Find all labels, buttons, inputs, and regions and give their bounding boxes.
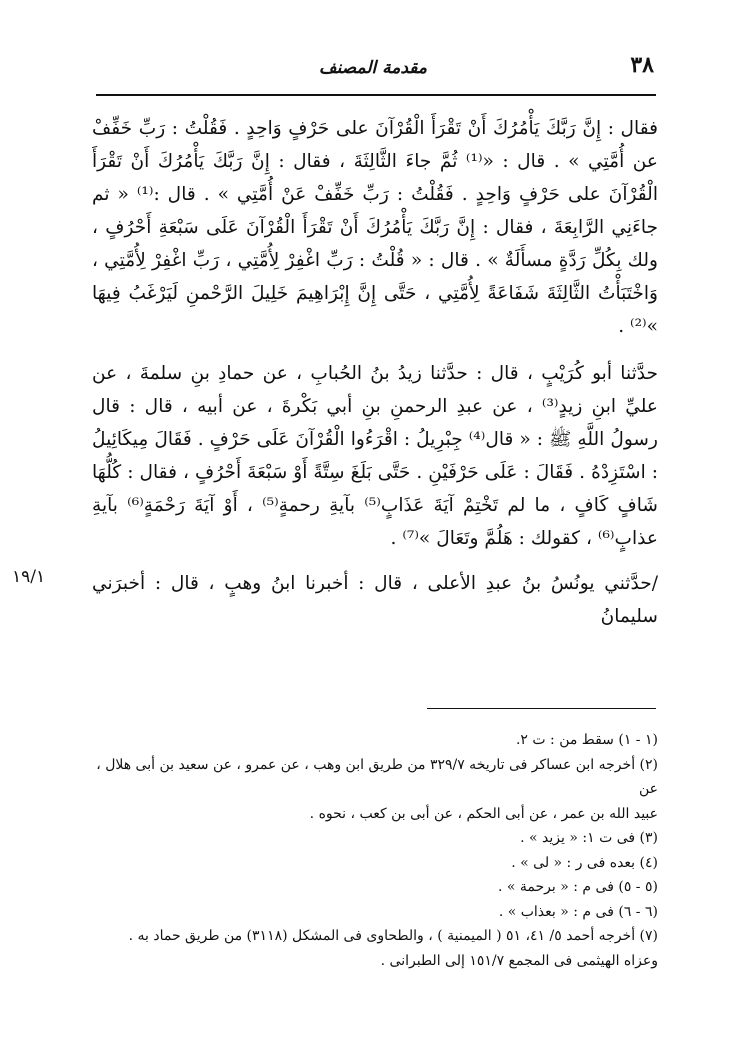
paragraph-2: حدَّثنا أبو كُرَيْبٍ ، قال : حدَّثنا زيدُ بنُ الحُبابِ ، عن حمادِ بنِ سلمةَ ، عن عليِّ ابنِ زيدٍ⁽³⁾ ، عن عبدِ الرحمنِ بنِ أبي بَكْرةَ ، عن أبيه ، قال : قال رسولُ اللَّهِ ﷺ : « قال⁽⁴⁾ جِبْرِيلُ : اقْرَءُوا الْقُرْآنَ عَلَى حَرْفٍ . فَقَالَ مِيكَائِيلُ : اسْتَزِدْهُ . فَقَالَ : عَلَى حَرْفَيْنِ . حَتَّى بَلَغَ سِتَّةً أَوْ سَبْعَةَ أَحْرُفٍ ، فقال : كُلُّهَا شَافٍ كَافٍ ، ما لم تَخْتِمْ آيَةَ عَذَابٍ⁽⁵⁾ بآيةِ رحمةٍ⁽⁵⁾ ، أَوْ آيَةَ رَحْمَةٍ⁽⁶⁾ بآيةِ عذابٍ⁽⁶⁾ ، كقولك : هَلُمَّ وتَعَالَ »⁽⁷⁾ . <box>92 363 658 549</box>
footnote-7: (٧) أخرجه أحمد ٥/ ٤١، ٥١ ( الميمنية ) ، والطحاوى فى المشكل (٣١١٨) من طريق حماد به . <box>128 928 658 944</box>
main-text <box>12 112 658 633</box>
footnote-5: (٥ - ٥) فى م : « برحمة » . <box>498 879 658 895</box>
paragraph-3-wrap <box>12 567 658 633</box>
header-rule <box>96 94 656 96</box>
footnote-rule <box>427 708 656 709</box>
footnote-6: (٦ - ٦) فى م : « بعذاب » . <box>498 903 658 920</box>
footnote-1: (١ - ١) سقط من : ت ٢. <box>515 732 658 748</box>
footnote-4: (٤) بعده فى ر : « لى » . <box>511 854 658 871</box>
footnote-2: (٢) أخرجه ابن عساكر فى تاريخه ٣٢٩/٧ من طريق ابن وهب ، عن عمرو ، عن سعيد بن أبى هلال ، عن <box>96 756 658 797</box>
paragraph-3: /حدَّثني يونُسُ بنُ عبدِ الأعلى ، قال : أخبرنا ابنُ وهبٍ ، قال : أخبرَني سليمانُ <box>92 573 658 627</box>
paragraph-1: فقال : إِنَّ رَبَّكَ يَأْمُرُكَ أَنْ تَقْرَأَ الْقُرْآنَ على حَرْفٍ وَاحِدٍ . فَقُلْتُ : رَبِّ خَفِّفْ عن أُمَّتِي » . قال : «⁽¹⁾ ثُمَّ جاءَ الثَّالِثَةَ ، فقال : إِنَّ رَبَّكَ يَأْمُرُكَ أَنْ تَقْرَأَ الْقُرْآنَ على حَرْفٍ وَاحِدٍ . فَقُلْتُ : رَبِّ خَفِّفْ عَنْ أُمَّتِي » . قال :⁽¹⁾ « ثم جاءَنِي الرَّابِعَةَ ، فقال : إِنَّ رَبَّكَ يَأْمُرُكَ أَنْ تَقْرَأَ الْقُرْآنَ عَلَى سَبْعَةِ أَحْرُفٍ ، ولك بِكُلِّ رَدَّةٍ مسأَلَةٌ » . قال : « قُلْتُ : رَبِّ اغْفِرْ لِأُمَّتِي ، رَبِّ اغْفِرْ لِأُمَّتِي ، وَاخْتَبَأْتُ الثَّالِثَةَ شَفَاعَةً لِأُمَّتِي ، حَتَّى إِنَّ إِبْرَاهِيمَ خَلِيلَ الرَّحْمنِ لَيَرْغَبُ فِيهَا »⁽²⁾ . <box>92 118 658 337</box>
page-header <box>92 52 654 86</box>
page-number: ٣٨ <box>630 52 654 78</box>
running-title: مقدمة المصنف <box>319 58 427 78</box>
footnote-7-cont: وعزاه الهيثمى فى المجمع ١٥١/٧ إلى الطبرانى . <box>380 952 658 969</box>
footnote-2-cont: عبيد الله بن عمر ، عن أبى الحكم ، عن أبى بن كعب ، نحوه . <box>309 805 658 822</box>
margin-note: ١٩/١ <box>12 567 46 587</box>
footnote-3: (٣) فى ت ١: « يزيد » . <box>520 830 658 846</box>
footnotes <box>92 728 658 973</box>
